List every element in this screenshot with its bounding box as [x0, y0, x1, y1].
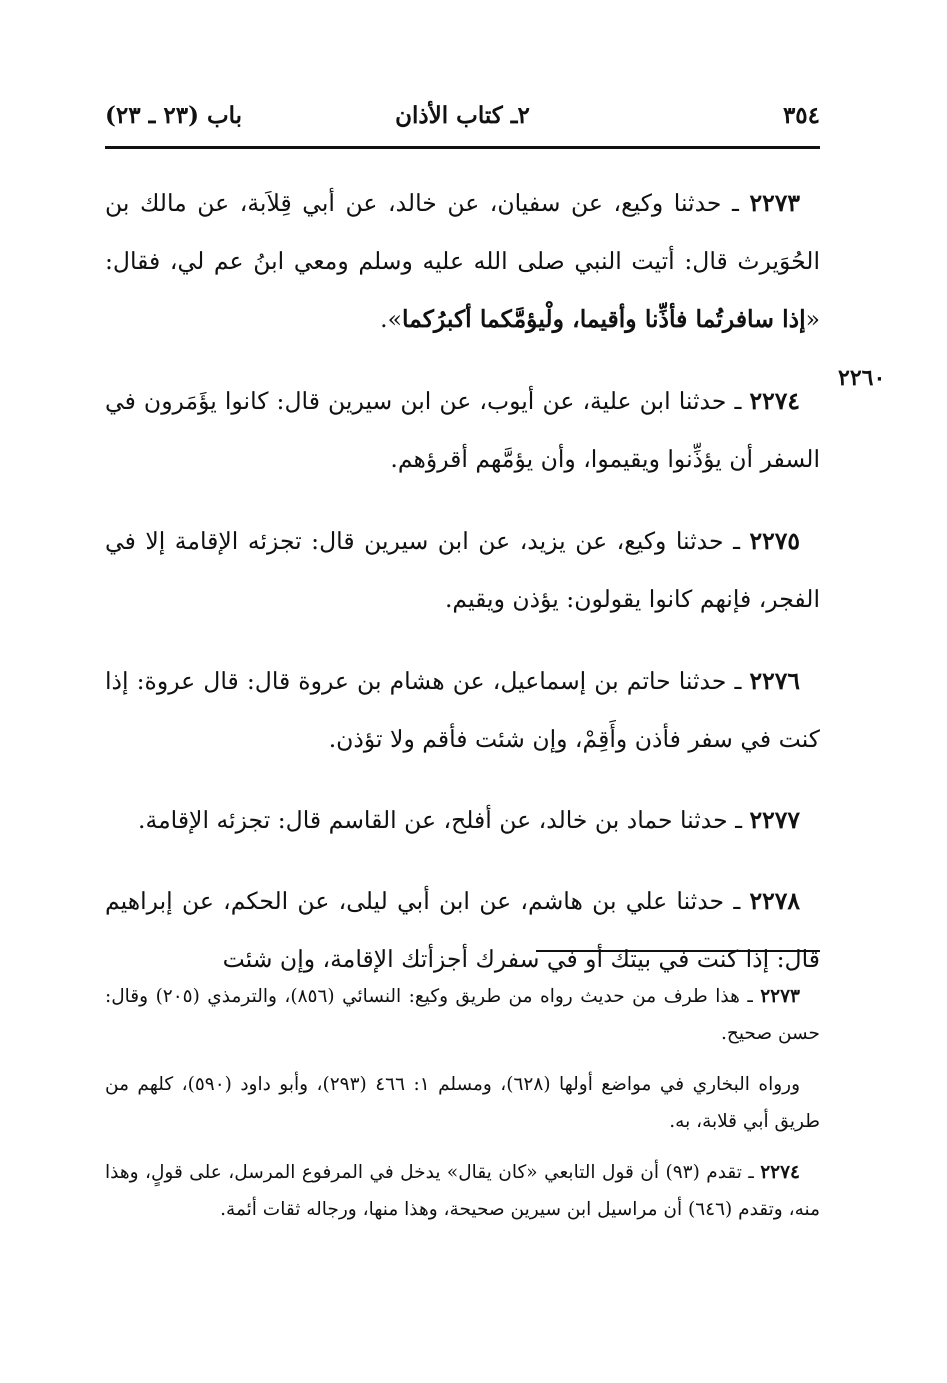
footnote-text: ـ تقدم (٩٣) أن قول التابعي «كان يقال» يدخل في المرفوع المرسل، على قولٍ، وهذا منه، وتقدم (٦٤٦) أن مراسيل ابن سيرين صحيحة، وهذا منها، ورجاله ثقات أئمة. [105, 1162, 820, 1220]
hadith-number: ٢٢٧٥ [749, 527, 800, 555]
hadith-tail: ». [380, 305, 402, 333]
hadith-text: ـ حدثنا حاتم بن إسماعيل، عن هشام بن عروة قال: قال عروة: إذا كنت في سفر فأذن وأَقِمْ، وإن شئت فأقم ولا تؤذن. [105, 667, 820, 753]
hadith-number: ٢٢٧٨ [749, 887, 800, 915]
footnote-number: ٢٢٧٤ [760, 1162, 800, 1183]
hadith-text: ـ حدثنا ابن علية، عن أيوب، عن ابن سيرين قال: كانوا يؤَمَرون في السفر أن يؤذِّنوا ويقيموا، وأن يؤمَّهم أقرؤهم. [105, 387, 820, 473]
hadith-number: ٢٢٧٤ [749, 387, 800, 415]
footnote-number: ٢٢٧٣ [760, 986, 800, 1007]
book-title: ٢ـ كتاب الأذان [395, 102, 530, 129]
margin-number: ٢٢٦٠ [838, 365, 886, 391]
page-number: ٣٥٤ [782, 102, 820, 129]
hadith-number: ٢٢٧٦ [749, 667, 800, 695]
hadith-paragraph [105, 372, 820, 488]
page-header [105, 92, 820, 142]
hadith-paragraph [105, 512, 820, 628]
hadith-paragraph [105, 652, 820, 768]
hadith-text: ـ حدثنا وكيع، عن سفيان، عن خالد، عن أبي قِلاَبة، عن مالك بن الحُوَيرث قال: أتيت النبي صلى الله عليه وسلم ومعي ابنُ عم لي، فقال: « [105, 189, 820, 333]
hadith-number: ٢٢٧٣ [749, 189, 800, 217]
footnote-rule [536, 950, 820, 952]
footnote [105, 978, 820, 1052]
hadith-quote: إذا سافرتُما فأذِّنا وأقيما، ولْيؤمَّكما أكبرُكما [401, 305, 806, 333]
header-rule [105, 146, 820, 149]
footnote [105, 1066, 820, 1140]
hadith-paragraph [105, 792, 820, 848]
hadith-text: ـ حدثنا علي بن هاشم، عن ابن أبي ليلى، عن الحكم، عن إبراهيم قال: إذا كنت في بيتك أو في سفرك أجزأتك الإقامة، وإن شئت [105, 887, 820, 973]
hadith-text: ـ حدثنا حماد بن خالد، عن أفلح، عن القاسم قال: تجزئه الإقامة. [138, 806, 743, 834]
hadith-number: ٢٢٧٧ [749, 806, 800, 834]
footnote-text: ـ هذا طرف من حديث رواه من طريق وكيع: النسائي (٨٥٦)، والترمذي (٢٠٥) وقال: حسن صحيح. [105, 986, 820, 1044]
footnote [105, 1154, 820, 1228]
footnotes [105, 978, 820, 1242]
main-text [105, 174, 820, 1012]
hadith-text: ـ حدثنا وكيع، عن يزيد، عن ابن سيرين قال: تجزئه الإقامة إلا في الفجر، فإنهم كانوا يقولون: يؤذن ويقيم. [105, 527, 820, 613]
hadith-paragraph [105, 872, 820, 988]
footnote-text: ورواه البخاري في مواضع أولها (٦٢٨)، ومسلم ١: ٤٦٦ (٢٩٣)، وأبو داود (٥٩٠)، كلهم من طريق أبي قلابة، به. [105, 1074, 820, 1132]
hadith-paragraph [105, 174, 820, 348]
chapter-label: باب (٢٣ ـ ٢٣) [105, 102, 243, 129]
